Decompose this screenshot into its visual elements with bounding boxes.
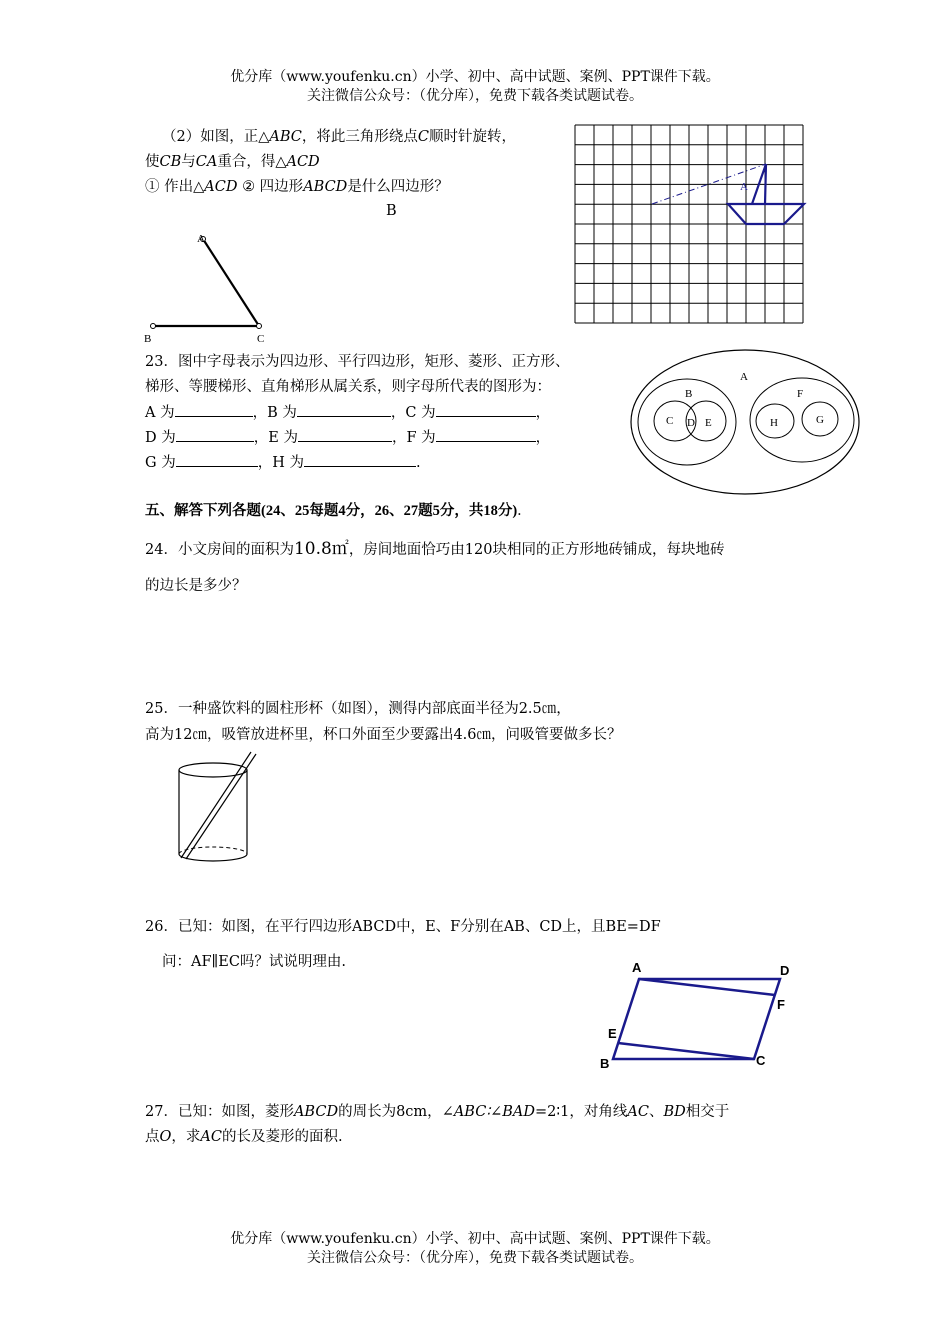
venn-label-e: E — [705, 417, 712, 429]
q23-line-5: G 为 ，H 为 . — [145, 452, 421, 473]
header-line-2: 关注微信公众号：（优分库），免费下载各类试题试卷。 — [307, 88, 643, 104]
q27-line-1: 27．已知：如图，菱形ABCD的周长为8cm，∠ABC∶∠BAD=2∶1，对角线AC、BD相交于 — [145, 1104, 730, 1120]
q22-triangle-figure — [145, 228, 275, 343]
straw-line-2 — [186, 754, 256, 859]
q23-line-2: 梯形、等腰梯形、直角梯形从属关系，则字母所代表的图形为： — [145, 379, 551, 395]
header-line-1: 优分库（www.youfenku.cn）小学、初中、高中试题、案例、PPT课件下载。 — [230, 69, 720, 85]
q22-b-label: B — [386, 203, 397, 219]
venn-label-c: C — [666, 415, 674, 427]
sail-mast — [765, 164, 766, 204]
blank-c[interactable] — [436, 402, 536, 417]
blank-f[interactable] — [436, 427, 536, 442]
q26-line-1: 26．已知：如图，在平行四边形ABCD中，E、F分别在AB、CD上，且BE=DF — [145, 919, 661, 935]
q23-line-4: D 为 ，E 为 ，F 为 ， — [145, 427, 550, 448]
section-5-title: 五、解答下列各题(24、25每题4分，26、27题5分，共18分)． — [145, 503, 532, 519]
boat-hull — [728, 204, 804, 224]
grid-label-a: A — [740, 181, 748, 193]
venn-label-g: G — [816, 414, 824, 426]
para-label-c: C — [756, 1053, 766, 1068]
q24-line-2: 的边长是多少？ — [145, 578, 247, 594]
blank-a[interactable] — [175, 402, 253, 417]
blank-d[interactable] — [176, 427, 254, 442]
blank-e[interactable] — [298, 427, 392, 442]
q27-line-2: 点O，求AC的长及菱形的面积. — [145, 1129, 343, 1145]
grid-figure — [574, 124, 806, 326]
tri-label-c: C — [257, 333, 265, 345]
q22-line-3: ① 作出△ACD ② 四边形ABCD是什么四边形？ — [145, 179, 449, 195]
q23-line-3: A 为 ，B 为 ，C 为 ， — [145, 402, 550, 423]
venn-label-d: D — [687, 417, 695, 429]
para-label-a: A — [632, 960, 642, 975]
q25-line-2: 高为12㎝，吸管放进杯里，杯口外面至少要露出4.6㎝，问吸管要做多长？ — [145, 727, 622, 743]
venn-label-f: F — [797, 388, 804, 400]
q23-line-1: 23．图中字母表示为四边形、平行四边形，矩形、菱形、正方形、 — [145, 354, 570, 370]
segment-af — [639, 979, 775, 995]
parallelogram-figure — [596, 958, 806, 1076]
tri-label-a: A — [197, 233, 205, 245]
venn-label-b: B — [685, 388, 693, 400]
para-label-d: D — [780, 963, 790, 978]
q22-line-1: （2）如图，正△ABC，将此三角形绕点C顺时针旋转， — [162, 129, 516, 145]
venn-label-a: A — [740, 371, 748, 383]
q25-line-1: 25．一种盛饮料的圆柱形杯（如图），测得内部底面半径为2.5㎝， — [145, 701, 571, 717]
footer-line-2: 关注微信公众号：（优分库），免费下载各类试题试卷。 — [307, 1250, 643, 1266]
tri-label-b: B — [144, 333, 152, 345]
para-label-e: E — [608, 1026, 617, 1041]
cylinder-cup-figure — [172, 748, 262, 870]
venn-label-h: H — [770, 417, 778, 429]
straw-line-1 — [181, 752, 251, 858]
para-label-f: F — [777, 997, 785, 1012]
para-label-b: B — [600, 1056, 610, 1071]
q22-line-2: 使CB与CA重合，得△ACD — [145, 154, 320, 170]
blank-b[interactable] — [297, 402, 391, 417]
blank-g[interactable] — [176, 452, 258, 467]
footer-line-1: 优分库（www.youfenku.cn）小学、初中、高中试题、案例、PPT课件下载。 — [230, 1231, 720, 1247]
q24-line-1: 24．小文房间的面积为10.8㎡，房间地面恰巧由120块相同的正方形地砖铺成，每块地砖 — [145, 539, 725, 559]
blank-h[interactable] — [304, 452, 416, 467]
venn-diagram — [630, 348, 862, 498]
q26-line-2: 问：AF∥EC吗？试说明理由. — [162, 954, 347, 970]
segment-ec — [618, 1043, 754, 1059]
